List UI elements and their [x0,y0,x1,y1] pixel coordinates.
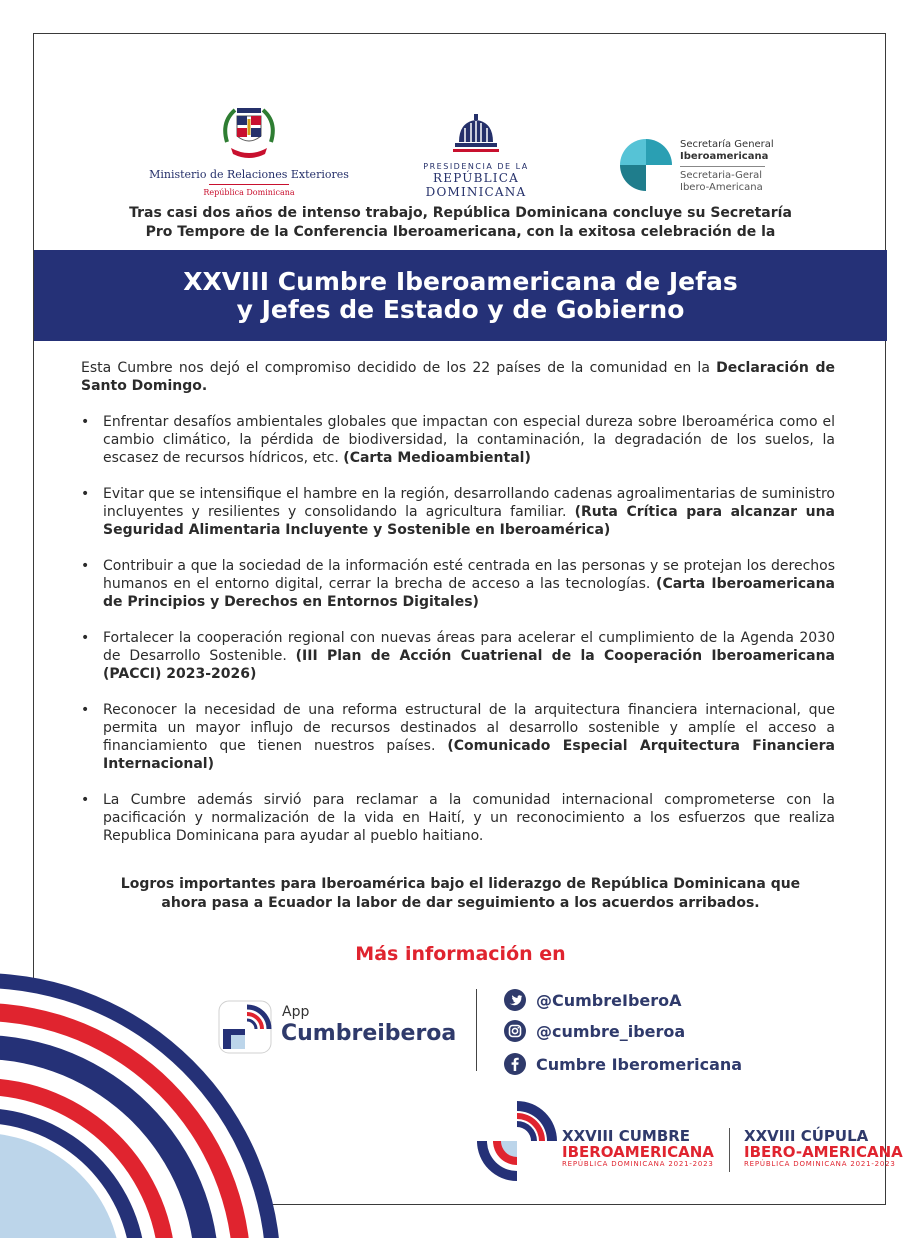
segib-line4: Ibero-Americana [680,182,763,193]
banner-title [111,268,811,324]
twitter-handle: @CumbreIberoA [536,990,682,1010]
app-name[interactable]: Cumbreiberoa [281,1021,457,1046]
footer-pt-line3: REPÚBLICA DOMINICANA 2021-2023 [744,1160,896,1168]
bullet-text: Reconocer la necesidad de una reforma estructural de la arquitectura financiera internacional, que permita un mayor influjo de recursos destinados al desarrollo sostenible y amplíe el acceso a financiamiento que tienen nuestros países. [103,702,835,754]
closing-line1: Logros importantes para Iberoamérica bajo el liderazgo de República Dominicana que [120,876,801,892]
main-content [81,359,835,863]
mre-title: Ministerio de Relaciones Exteriores [149,168,349,181]
facebook-link[interactable] [504,1053,742,1075]
instagram-icon [504,1020,526,1042]
facebook-icon [504,1053,526,1075]
mre-subtitle: República Dominicana [203,188,295,197]
closing-line2: ahora pasa a Ecuador la labor de dar seguimiento a los acuerdos arribados. [161,895,760,911]
footer-es-line3: REPÚBLICA DOMINICANA 2021-2023 [562,1160,714,1168]
vertical-divider [476,989,477,1071]
segib-line3: Secretaria-Geral [680,170,763,181]
bullet-text: Enfrentar desafíos ambientales globales que impactan con especial dureza sobre Iberoamérica como el cambio climático, la pérdida de biodiversidad, la contaminación, la degradación de los suelos, la escasez de recursos hídricos, etc. [103,414,835,466]
bullet-text: Fortalecer la cooperación regional con nuevas áreas para acelerar el cumplimiento de la Agenda 2030 de Desarrollo Sostenible. [103,630,835,664]
flyer-frame [33,33,903,1205]
bullet-bold: (Ruta Crítica para alcanzar una Seguridad Alimentaria Incluyente y Sostenible en Iberoamérica) [103,504,835,538]
intro-line2: Pro Tempore de la Conferencia Iberoamericana, con la exitosa celebración de la [145,224,776,240]
bullet-bold: (Carta Medioambiental) [343,450,531,466]
lead-bold: Declaración de Santo Domingo. [81,360,835,394]
bullet-text: Contribuir a que la sociedad de la información esté centrada en las personas y se protejan los derechos humanos en el entorno digital, cerrar la brecha de acceso a las tecnologías. [103,558,835,592]
segib-divider [680,166,765,167]
app-icon[interactable] [217,999,273,1055]
segib-line1: Secretaría General [680,139,774,150]
lead-text: Esta Cumbre nos dejó el compromiso decidido de los 22 países de la comunidad en la [81,360,717,376]
banner-line1: XXVIII Cumbre Iberoamericana de Jefas [183,266,738,296]
dome-icon [451,114,501,156]
twitter-link[interactable] [504,989,682,1011]
mre-logo [149,102,349,197]
presidencia-logo [386,114,566,199]
segib-line2: Iberoamericana [680,151,769,162]
bullet-item [81,629,835,683]
bullet-item [81,557,835,611]
bullet-bold: (III Plan de Acción Cuatrienal de la Cooperación Iberoamericana (PACCI) 2023-2026) [103,648,835,682]
bullet-bold: (Comunicado Especial Arquitectura Financiera Internacional) [103,738,835,772]
closing-text [74,875,847,913]
bullet-item [81,413,835,467]
app-label: App [282,1004,310,1020]
banner-line2: y Jefes de Estado y de Gobierno [236,294,685,324]
presidencia-line1: PRESIDENCIA DE LA [423,162,529,171]
instagram-link[interactable] [504,1020,685,1042]
coat-of-arms-icon [219,102,279,164]
segib-text [680,139,774,194]
bullet-text: Evitar que se intensifique el hambre en la región, desarrollando cadenas agroalimentarias de suministro incluyentes y resilientes y consolidando la agricultura familiar. [103,486,835,520]
twitter-icon [504,989,526,1011]
presidencia-line2: REPÚBLICA DOMINICANA [425,171,527,199]
mre-divider [209,184,289,185]
title-banner [34,250,887,341]
bullet-item [81,791,835,845]
logos-row [34,69,887,209]
bullet-bold: (Carta Iberoamericana de Principios y Derechos en Entornos Digitales) [103,576,835,610]
instagram-handle: @cumbre_iberoa [536,1021,686,1041]
intro-text [94,204,827,242]
bullet-text: La Cumbre además sirvió para reclamar a la comunidad internacional comprometerse con la pacificación y normalización de la vida en Haití, y un reconocimiento a los esfuerzos que realiza Republica Dominicana para ayudar al pueblo haitiano. [103,792,835,844]
lead-paragraph [81,359,835,395]
intro-line1: Tras casi dos años de intenso trabajo, República Dominicana concluye su Secretaría [129,205,792,221]
bullet-item [81,701,835,773]
more-info-heading: Más información en [355,943,566,965]
bullet-item [81,485,835,539]
footer-es-line1: XXVIII CUMBRE [562,1127,691,1145]
footer-es-line2: IBEROAMERICANA [562,1143,714,1161]
cumbre-logo-mark-icon [477,1101,557,1181]
footer-divider [729,1128,730,1172]
segib-mark-icon [620,139,672,191]
facebook-page: Cumbre Iberomericana [536,1054,743,1074]
footer-pt-line2: IBERO-AMERICANA [744,1143,903,1161]
footer-pt-line1: XXVIII CÚPULA [744,1127,869,1145]
